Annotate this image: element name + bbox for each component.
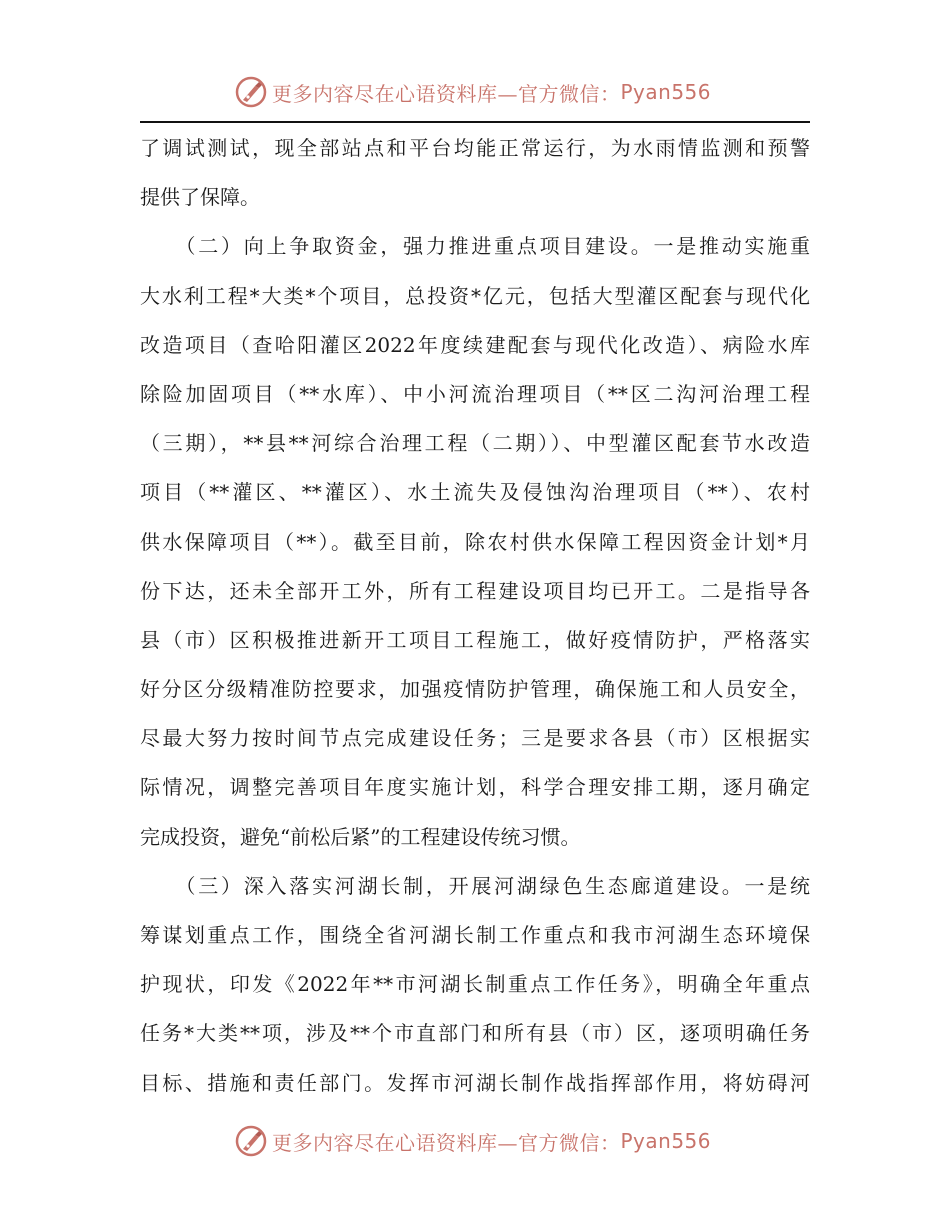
banner-wechat-id: Pyan556 [620,1129,712,1153]
body-line: 际情况，调整完善项目年度实施计划，科学合理安排工期，逐月确定 [140,775,810,800]
document-body [140,124,810,1108]
header-rule [140,121,810,123]
body-line: 除险加固项目（**水库）、中小河流治理项目（**区二沟河治理工程 [140,381,810,406]
footer-banner [0,1119,950,1163]
header-banner [0,70,950,114]
body-line: 好分区分级精准防控要求，加强疫情防护管理，确保施工和人员安全， [140,677,810,702]
body-line: 尽最大努力按时间节点完成建设任务；三是要求各县（市）区根据实 [140,726,810,751]
body-line: 任务*大类**项，涉及**个市直部门和所有县（市）区，逐项明确任务 [140,1021,810,1046]
body-line: 目标、措施和责任部门。发挥市河湖长制作战指挥部作用，将妨碍河 [140,1070,810,1095]
body-line: 完成投资，避免“前松后紧”的工程建设传统习惯。 [140,824,581,849]
body-line: 改造项目（查哈阳灌区2022年度续建配套与现代化改造）、病险水库 [140,332,810,357]
body-line: 筹谋划重点工作，围绕全省河湖长制工作重点和我市河湖生态环境保 [140,923,810,947]
body-line: （三期），**县**河综合治理工程（二期））、中型灌区配套节水改造 [140,431,810,456]
body-line: （二）向上争取资金，强力推进重点项目建设。一是推动实施重 [140,234,810,259]
body-line: 提供了保障。 [140,185,260,210]
body-line: 项目（**灌区、**灌区）、水土流失及侵蚀沟治理项目（**）、农村 [140,480,810,505]
body-line: 供水保障项目（**）。截至目前，除农村供水保障工程因资金计划*月 [140,529,810,554]
banner-text: 更多内容尽在心语资料库—官方微信： [272,1130,621,1155]
body-line: 大水利工程*大类*个项目，总投资*亿元，包括大型灌区配套与现代化 [140,283,810,308]
banner-wechat-id: Pyan556 [620,80,712,104]
body-line: 护现状，印发《2022年**市河湖长制重点工作任务》，明确全年重点 [140,972,810,997]
body-line: 份下达，还未全部开工外，所有工程建设项目均已开工。二是指导各 [140,578,810,603]
banner-text: 更多内容尽在心语资料库—官方微信： [272,81,621,106]
pen-nib-logo-icon [234,75,268,109]
body-line: 了调试测试，现全部站点和平台均能正常运行，为水雨情监测和预警 [140,136,810,160]
pen-nib-logo-icon [234,1124,268,1158]
body-line: （三）深入落实河湖长制，开展河湖绿色生态廊道建设。一是统 [140,873,810,898]
body-line: 县（市）区积极推进新开工项目工程施工，做好疫情防护，严格落实 [140,627,810,652]
